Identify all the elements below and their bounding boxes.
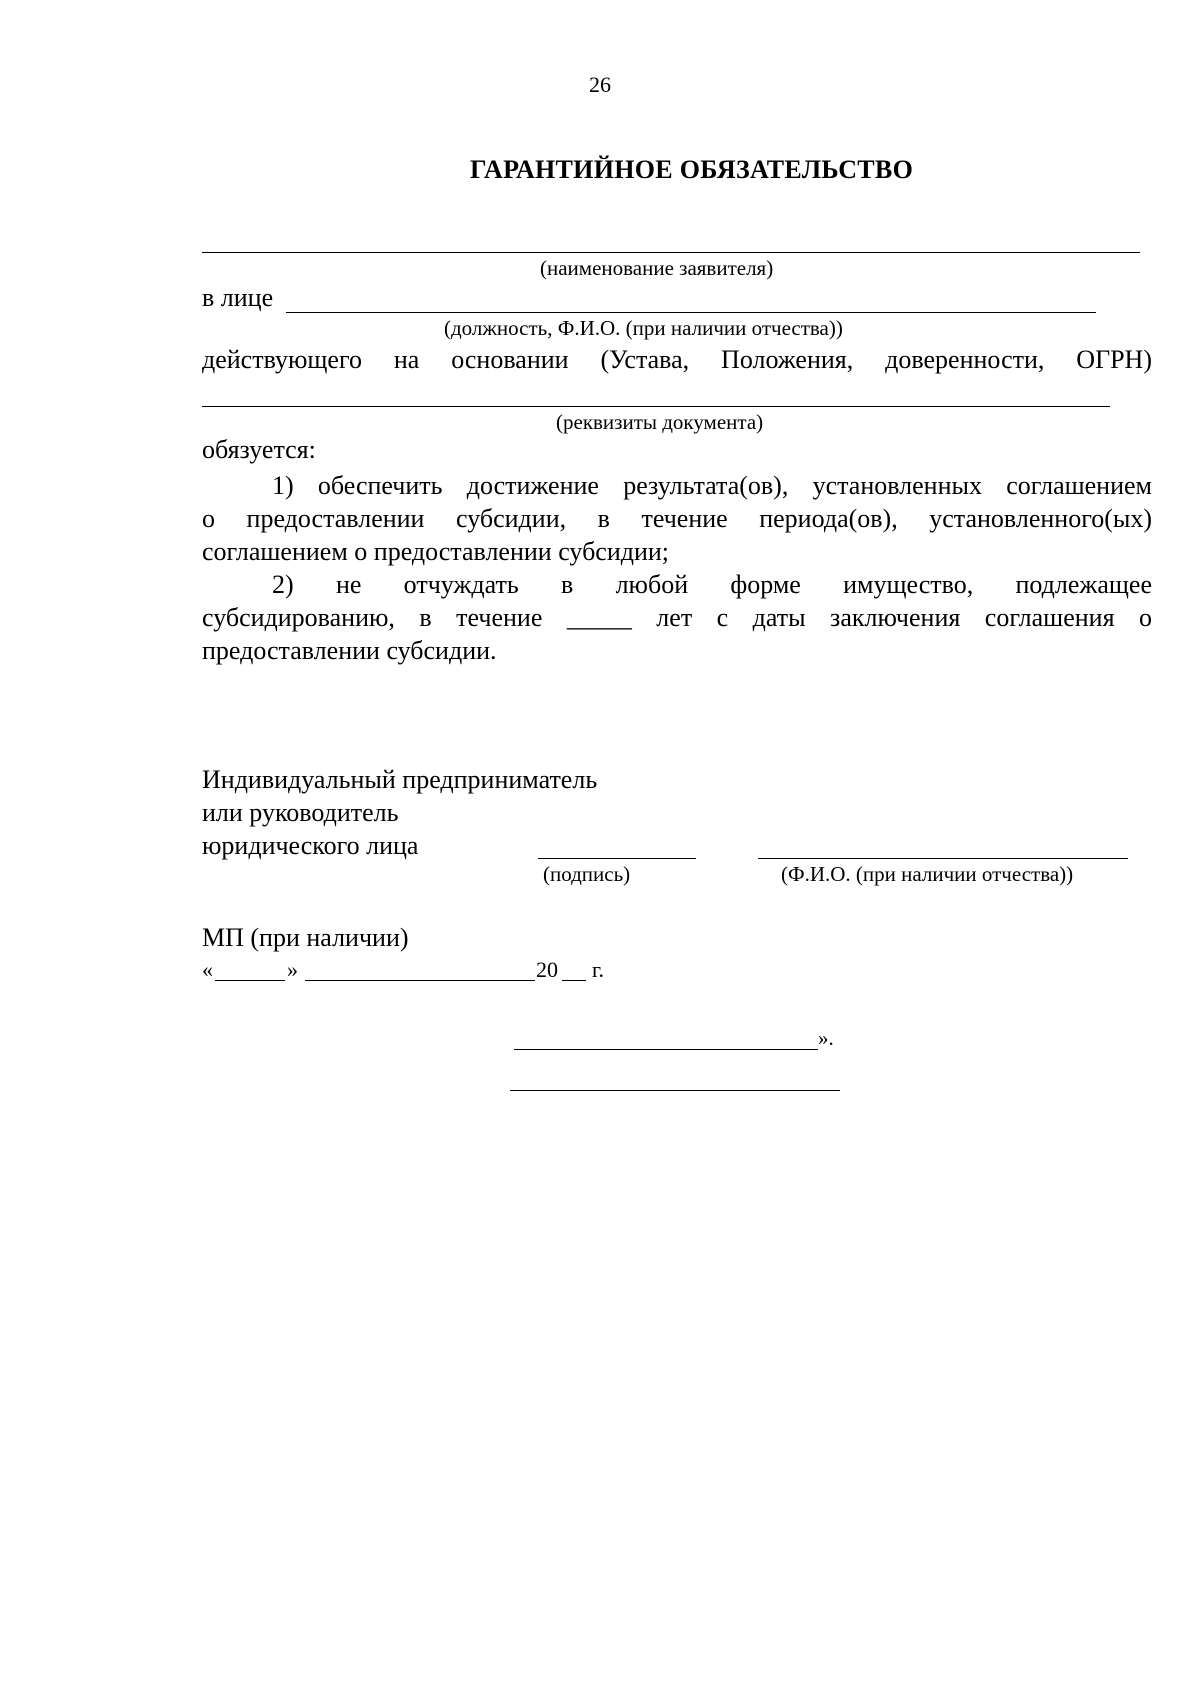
date-month-blank[interactable] (305, 980, 535, 981)
document-title: ГАРАНТИЙНОЕ ОБЯЗАТЕЛЬСТВО (470, 155, 914, 184)
date-year-suffix: г. (592, 957, 605, 982)
representative-caption: (должность, Ф.И.О. (при наличии отчества)) (444, 316, 843, 340)
obligation-intro: обязуется: (202, 435, 316, 464)
page-number: 26 (589, 72, 611, 97)
date-year-blank[interactable] (562, 980, 586, 981)
name-line[interactable] (758, 858, 1128, 859)
closing-line-1[interactable] (514, 1049, 818, 1050)
name-caption: (Ф.И.О. (при наличии отчества)) (781, 862, 1074, 886)
item1-line2: о предоставлении субсидии, в течение периода(ов), установленного(ых) (202, 504, 1152, 533)
signatory-line1: Индивидуальный предприниматель (202, 765, 598, 794)
signature-line[interactable] (538, 858, 696, 859)
date-year-prefix: 20 (536, 957, 558, 982)
signatory-line2: или руководитель (202, 798, 399, 827)
date-line (202, 955, 622, 985)
signature-caption: (подпись) (543, 862, 631, 886)
item1-line1: 1) обеспечить достижение результата(ов), установленных соглашением (272, 471, 1152, 500)
applicant-name-line[interactable] (202, 252, 1140, 253)
basis-document-line[interactable] (202, 406, 1110, 407)
closing-line-2[interactable] (510, 1090, 840, 1091)
basis-line: действующего на основании (Устава, Положения, доверенности, ОГРН) (202, 345, 1152, 374)
item2-line1: 2) не отчуждать в любой форме имущество, подлежащее (272, 570, 1152, 599)
applicant-caption: (наименование заявителя) (540, 256, 774, 280)
item2-line3: предоставлении субсидии. (202, 636, 497, 665)
date-close-quote: » (287, 957, 298, 982)
basis-caption: (реквизиты документа) (556, 410, 764, 434)
representative-line[interactable] (286, 312, 1096, 313)
date-day-blank[interactable] (215, 980, 285, 981)
item1-line3: соглашением о предоставлении субсидии; (202, 537, 670, 566)
item2-line2: субсидированию, в течение _____ лет с даты заключения соглашения о (202, 603, 1152, 632)
representative-prefix: в лице (202, 283, 274, 312)
stamp-label: МП (при наличии) (202, 923, 409, 952)
date-open-quote: « (202, 957, 213, 982)
closing-quote: ». (818, 1026, 834, 1050)
signatory-line3: юридического лица (202, 831, 419, 860)
